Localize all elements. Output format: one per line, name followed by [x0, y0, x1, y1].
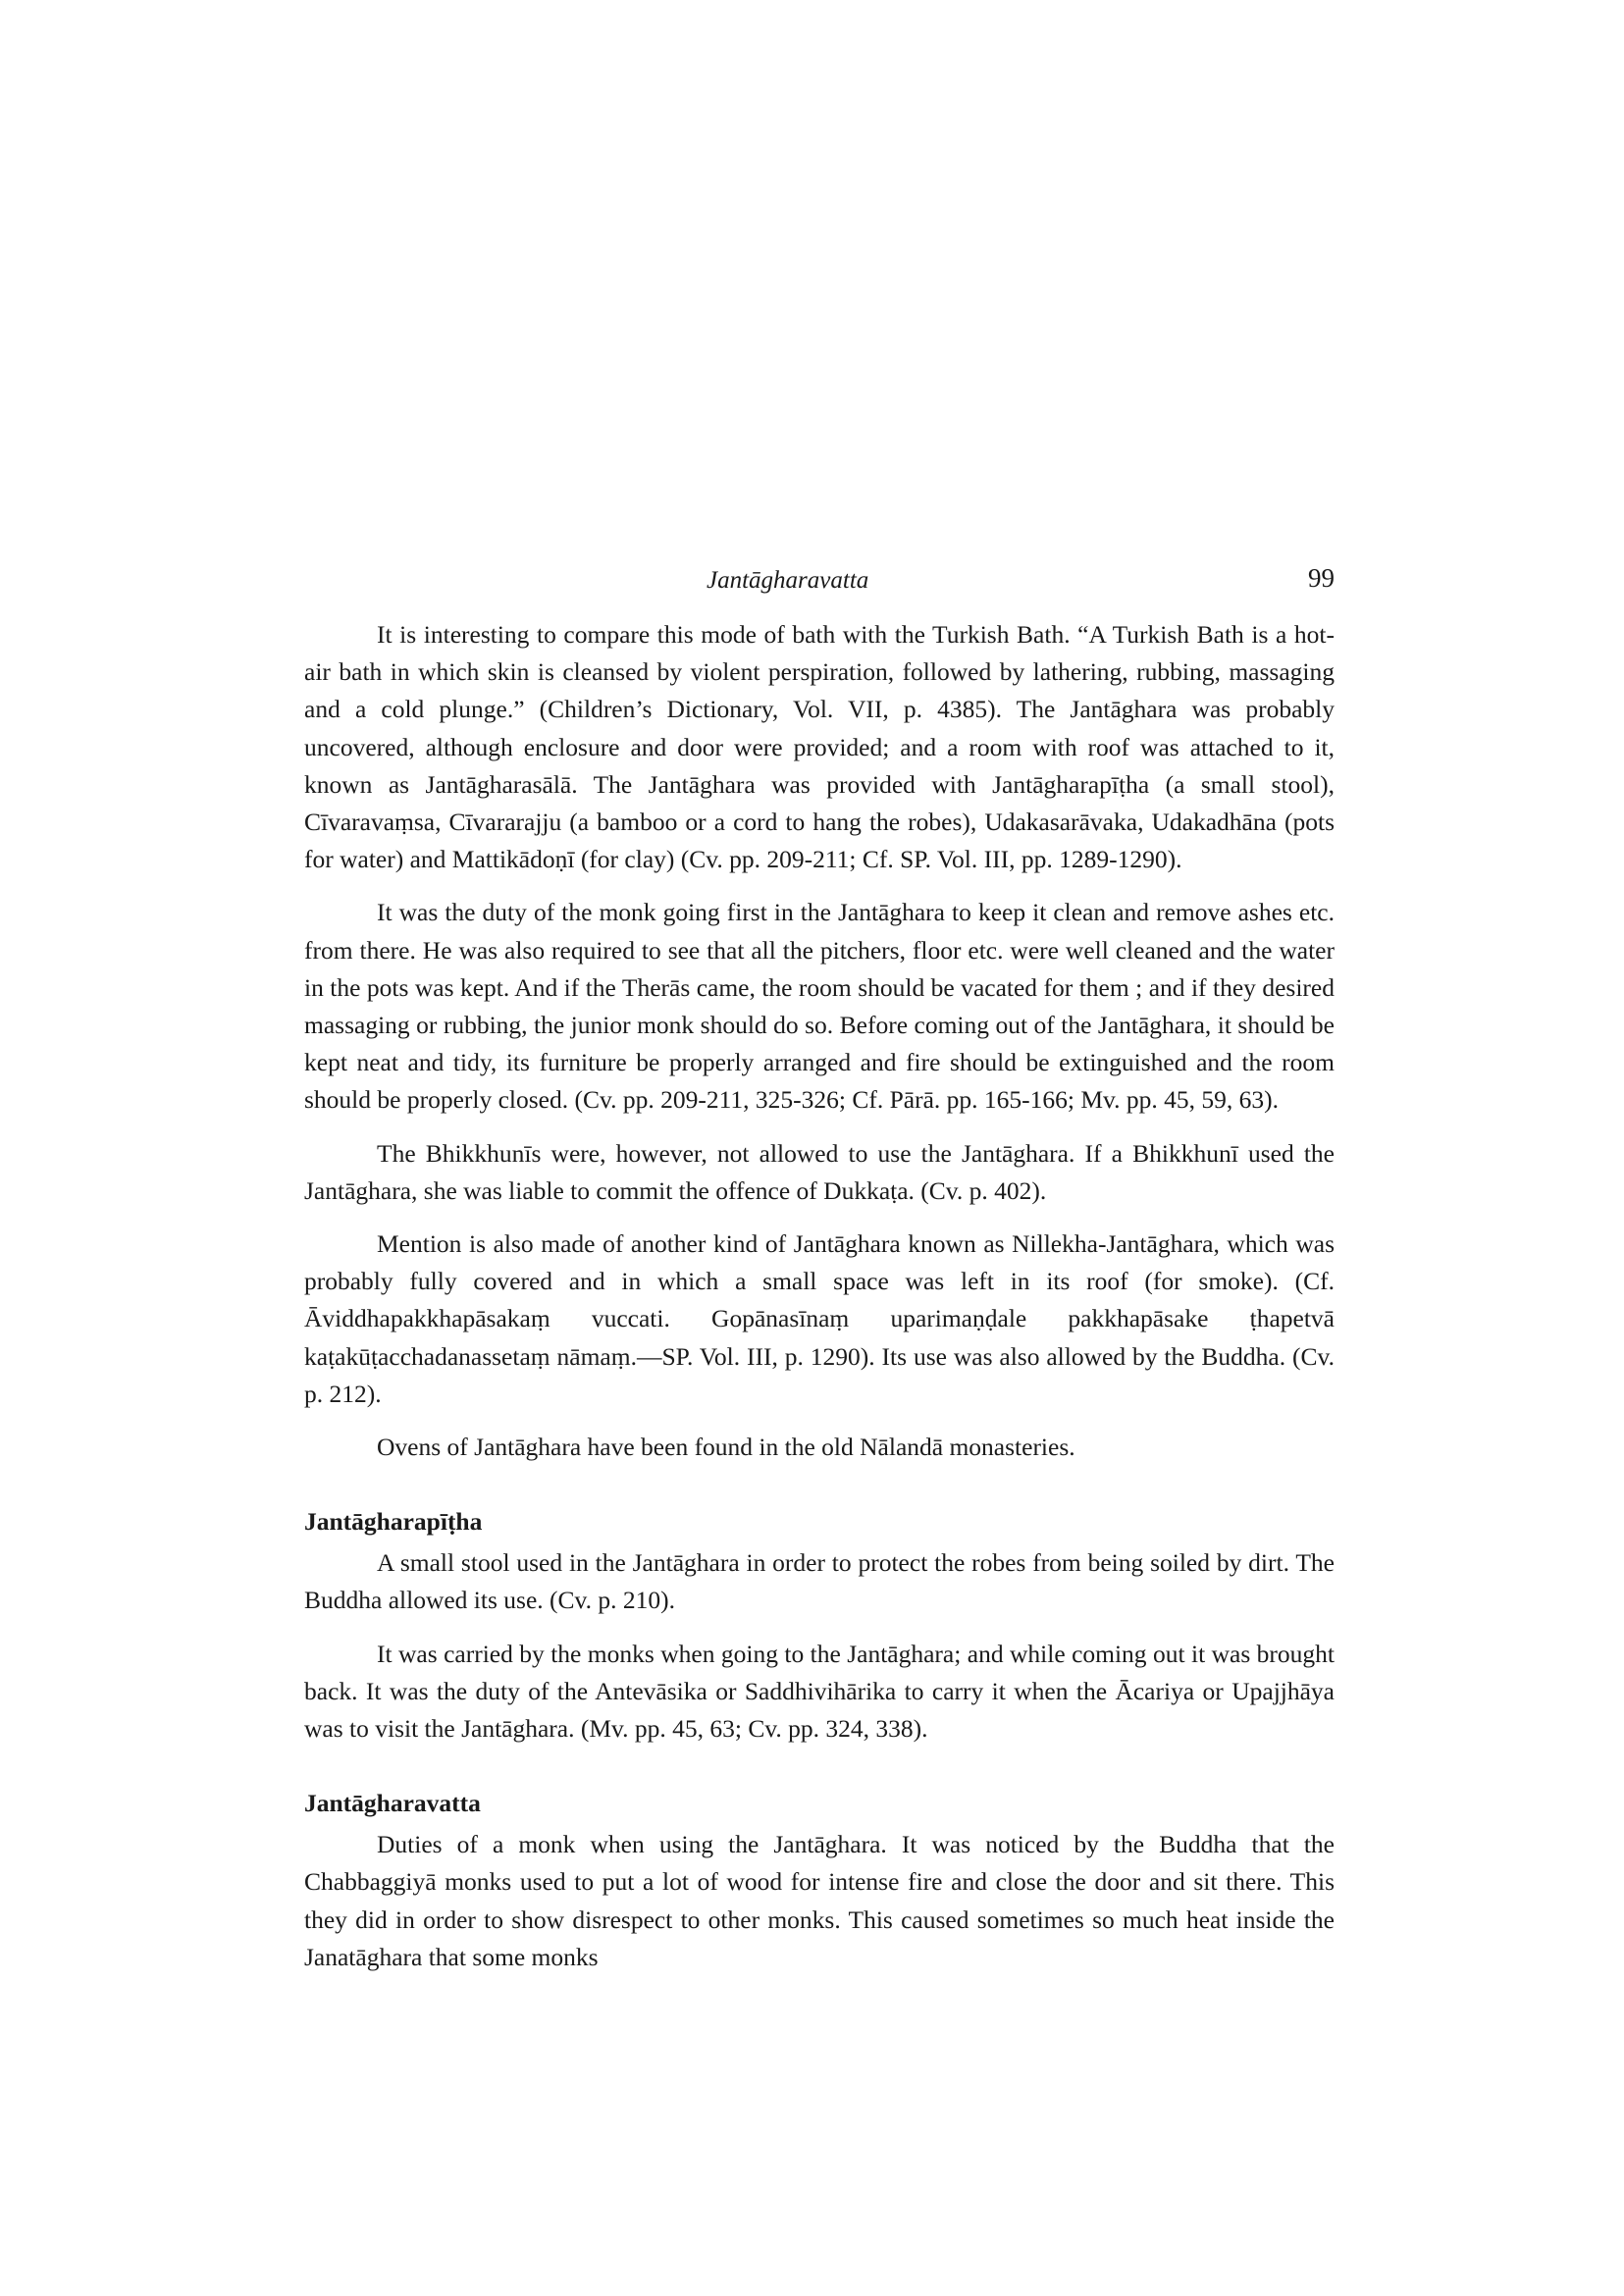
running-head [304, 563, 1335, 606]
paragraph-small-stool: A small stool used in the Jantāghara in order to protect the robes from being soiled by dirt. The Buddha allowed its use. (Cv. p. 210). [304, 1548, 1335, 1615]
paragraph-turkish-bath: It is interesting to compare this mode of bath with the Turkish Bath. “A Turkish Bath is a hot-air bath in which skin is cleansed by violent perspiration, followed by lathering, rubbing, massaging and a cold plunge.” (Children’s Dictionary, Vol. VII, p. 4385). The Jantāghara was probably uncovered, although enclosure and door were provided; and a room with roof was attached to it, known as Jantāgharasālā. The Jantāghara was provided with Jantāgharapīṭha (a small stool), Cīvaravaṃsa, Cīvararajju (a bamboo or a cord to hang the robes), Udakasarāvaka, Udakadhāna (pots for water) and Mattikādoṇī (for clay) (Cv. pp. 209-211; Cf. SP. Vol. III, pp. 1289-1290). [304, 620, 1335, 874]
heading-jantagharapitha: Jantāgharapīṭha [304, 1507, 483, 1537]
paragraph-stool-carried: It was carried by the monks when going to the Jantāghara; and while coming out it was brought back. It was the duty of the Antevāsika or Saddhivihārika to carry it when the Ācariya or Upajjhāya was to visit the Jantāghara. (Mv. pp. 45, 63; Cv. pp. 324, 338). [304, 1639, 1335, 1744]
page-body [304, 616, 1335, 1992]
page-number: 99 [1308, 563, 1335, 593]
running-title: Jantāgharavatta [707, 567, 869, 594]
paragraph-monk-duty: It was the duty of the monk going first in the Jantāghara to keep it clean and remove ashes etc. from there. He was also required to see that all the pitchers, floor etc. were well cleaned and the water in the pots was kept. And if the Therās came, the room should be vacated for them ; and if they desired massaging or rubbing, the junior monk should do so. Before coming out of the Jantāghara, it should be kept neat and tidy, its furniture be properly arranged and fire should be extinguished and the room should be properly closed. (Cv. pp. 209-211, 325-326; Cf. Pārā. pp. 165-166; Mv. pp. 45, 59, 63). [304, 898, 1335, 1115]
paragraph-nillekha: Mention is also made of another kind of Jantāghara known as Nillekha-Jantāghara, which was probably fully covered and in which a small space was left in its roof (for smoke). (Cf. Āviddhapakkhapāsakaṃ vuccati. Gopānasīnaṃ uparimaṇḍale pakkhapāsake ṭhapetvā kaṭakūṭacchadanassetaṃ nāmaṃ.—SP. Vol. III, p. 1290). Its use was also allowed by the Buddha. (Cv. p. 212). [304, 1229, 1335, 1408]
paragraph-duties: Duties of a monk when using the Jantāghara. It was noticed by the Buddha that the Chabbaggiyā monks used to put a lot of wood for intense fire and close the door and sit there. This they did in order to show disrespect to other monks. This caused sometimes so much heat inside the Janatāghara that some monks [304, 1830, 1335, 1971]
paragraph-ovens: Ovens of Jantāghara have been found in the old Nālandā monasteries. [377, 1433, 1075, 1462]
paragraph-bhikkhunis: The Bhikkhunīs were, however, not allowed to use the Jantāghara. If a Bhikkhunī used the Jantāghara, she was liable to commit the offence of Dukkaṭa. (Cv. p. 402). [304, 1138, 1335, 1205]
heading-jantagharavatta: Jantāgharavatta [304, 1789, 481, 1818]
